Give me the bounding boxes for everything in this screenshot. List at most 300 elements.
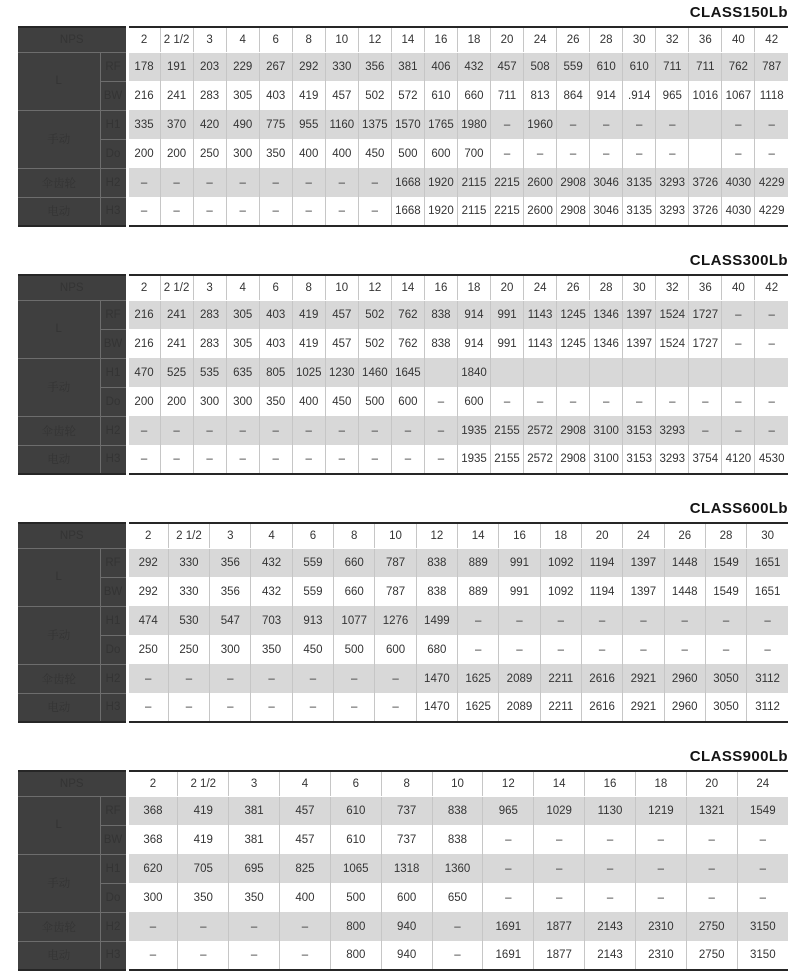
row-sub-label: RF (100, 796, 127, 825)
value-cell: 965 (656, 81, 689, 110)
value-cell: 450 (292, 635, 333, 664)
row-sub-label: RF (100, 300, 127, 329)
value-cell: 283 (193, 329, 226, 358)
value-cell: – (280, 941, 331, 970)
value-cell: 241 (160, 300, 193, 329)
value-cell: 4120 (722, 445, 755, 474)
value-cell: 300 (226, 387, 259, 416)
value-cell: – (168, 664, 209, 693)
spec-table-class150 (18, 26, 788, 227)
value-cell: 283 (193, 81, 226, 110)
value-cell: 1375 (358, 110, 391, 139)
value-cell: 610 (590, 52, 623, 81)
value-cell: 356 (210, 548, 251, 577)
column-header: 4 (226, 275, 259, 300)
column-header: 12 (416, 523, 457, 548)
column-header: 2 1/2 (168, 523, 209, 548)
value-cell: 775 (259, 110, 292, 139)
value-cell (656, 358, 689, 387)
value-cell: 1245 (557, 329, 590, 358)
value-cell: – (635, 883, 686, 912)
column-header: 24 (524, 275, 557, 300)
value-cell: – (524, 387, 557, 416)
value-cell: 450 (358, 139, 391, 168)
value-cell: – (292, 197, 325, 226)
value-cell: 3726 (689, 197, 722, 226)
column-header: 6 (330, 771, 381, 796)
column-header: 28 (705, 523, 746, 548)
column-header: 14 (534, 771, 585, 796)
value-cell: 191 (160, 52, 193, 81)
row-sub-label: H1 (100, 606, 127, 635)
value-cell: – (127, 693, 168, 722)
value-cell: – (226, 168, 259, 197)
value-cell: 737 (381, 796, 432, 825)
value-cell: – (424, 445, 457, 474)
value-cell: 1691 (483, 912, 534, 941)
column-header: 6 (259, 275, 292, 300)
column-header: 20 (491, 275, 524, 300)
value-cell: – (722, 110, 755, 139)
value-cell: 1245 (557, 300, 590, 329)
value-cell: 1067 (722, 81, 755, 110)
value-cell: 4530 (755, 445, 788, 474)
column-header: 12 (358, 27, 391, 52)
value-cell: 559 (292, 548, 333, 577)
value-cell: 2310 (635, 912, 686, 941)
row-group-label: 伞齿轮 (18, 664, 100, 693)
value-cell: 787 (375, 577, 416, 606)
value-cell: 305 (226, 300, 259, 329)
column-header: 8 (292, 275, 325, 300)
value-cell: – (432, 941, 483, 970)
row-sub-label: H2 (100, 168, 127, 197)
value-cell: – (127, 197, 160, 226)
value-cell: 283 (193, 300, 226, 329)
value-cell: 356 (358, 52, 391, 81)
value-cell: 3153 (623, 445, 656, 474)
column-header: 42 (755, 27, 788, 52)
value-cell: – (292, 416, 325, 445)
value-cell: – (424, 416, 457, 445)
column-header: 4 (251, 523, 292, 548)
column-header: 40 (722, 27, 755, 52)
value-cell: – (585, 854, 636, 883)
value-cell: 2960 (664, 693, 705, 722)
value-cell (557, 358, 590, 387)
value-cell: 1346 (590, 329, 623, 358)
value-cell: 762 (391, 329, 424, 358)
column-header: 4 (226, 27, 259, 52)
value-cell: – (585, 883, 636, 912)
value-cell: 889 (458, 548, 499, 577)
value-cell: 2908 (557, 168, 590, 197)
value-cell: 1935 (457, 445, 490, 474)
value-cell: 1194 (581, 548, 622, 577)
value-cell: – (581, 635, 622, 664)
value-cell: – (193, 416, 226, 445)
value-cell: – (193, 445, 226, 474)
value-cell: – (705, 606, 746, 635)
value-cell: 457 (325, 300, 358, 329)
value-cell: 4030 (722, 197, 755, 226)
value-cell: 2960 (664, 664, 705, 693)
value-cell: – (499, 606, 540, 635)
column-header: 20 (686, 771, 737, 796)
row-group-label: 电动 (18, 445, 100, 474)
value-cell: 2215 (491, 168, 524, 197)
value-cell: 490 (226, 110, 259, 139)
column-header: 20 (581, 523, 622, 548)
value-cell: 474 (127, 606, 168, 635)
value-cell: 1092 (540, 548, 581, 577)
value-cell: – (722, 139, 755, 168)
value-cell: – (623, 387, 656, 416)
value-cell: 991 (499, 548, 540, 577)
value-cell: 547 (210, 606, 251, 635)
column-header: 24 (623, 523, 664, 548)
value-cell: 2921 (623, 693, 664, 722)
value-cell: 1025 (292, 358, 325, 387)
row-group-label: 伞齿轮 (18, 168, 100, 197)
value-cell: – (375, 664, 416, 693)
value-cell: 1668 (391, 168, 424, 197)
value-cell: 1524 (656, 300, 689, 329)
value-cell: 350 (259, 139, 292, 168)
value-cell: 1448 (664, 548, 705, 577)
value-cell: 200 (127, 139, 160, 168)
value-cell: 400 (292, 139, 325, 168)
value-cell: 2908 (557, 445, 590, 474)
table-title-class150: CLASS150Lb (689, 4, 788, 21)
value-cell: – (292, 445, 325, 474)
column-header: 14 (391, 275, 424, 300)
value-cell: 250 (127, 635, 168, 664)
value-cell: 350 (251, 635, 292, 664)
value-cell: 600 (424, 139, 457, 168)
value-cell: – (686, 825, 737, 854)
column-header: 6 (259, 27, 292, 52)
value-cell: 406 (424, 52, 457, 81)
column-header: 16 (585, 771, 636, 796)
value-cell: 535 (193, 358, 226, 387)
value-cell: – (722, 300, 755, 329)
value-cell: 403 (259, 81, 292, 110)
value-cell: – (623, 635, 664, 664)
value-cell: 1625 (458, 693, 499, 722)
value-cell: 1980 (457, 110, 490, 139)
value-cell: 500 (391, 139, 424, 168)
value-cell: 2908 (557, 197, 590, 226)
value-cell: 800 (330, 912, 381, 941)
value-cell: 2310 (635, 941, 686, 970)
value-cell: 502 (358, 81, 391, 110)
value-cell: 2143 (585, 941, 636, 970)
value-cell: 2211 (540, 664, 581, 693)
value-cell: 1143 (524, 300, 557, 329)
value-cell: 1499 (416, 606, 457, 635)
value-cell: – (722, 329, 755, 358)
value-cell: – (325, 445, 358, 474)
value-cell: – (755, 139, 788, 168)
value-cell (689, 110, 722, 139)
value-cell: 350 (259, 387, 292, 416)
value-cell: 600 (457, 387, 490, 416)
value-cell: 1460 (358, 358, 391, 387)
value-cell: – (193, 197, 226, 226)
value-cell: 3150 (737, 941, 788, 970)
value-cell: 4229 (755, 197, 788, 226)
value-cell: 1397 (623, 548, 664, 577)
value-cell: 1524 (656, 329, 689, 358)
value-cell: – (358, 445, 391, 474)
value-cell: 300 (226, 139, 259, 168)
column-header: 14 (458, 523, 499, 548)
row-group-label: L (18, 300, 100, 358)
value-cell: – (737, 825, 788, 854)
value-cell: 356 (210, 577, 251, 606)
value-cell: – (590, 139, 623, 168)
value-cell: – (292, 168, 325, 197)
value-cell: 1877 (534, 912, 585, 941)
value-cell: – (623, 606, 664, 635)
value-cell: 991 (499, 577, 540, 606)
value-cell: 1691 (483, 941, 534, 970)
value-cell: 1549 (705, 548, 746, 577)
column-header: 30 (747, 523, 788, 548)
value-cell: – (424, 387, 457, 416)
value-cell: 864 (557, 81, 590, 110)
row-sub-label: Do (100, 387, 127, 416)
row-group-label: 手动 (18, 854, 100, 912)
value-cell: 229 (226, 52, 259, 81)
value-cell: 559 (557, 52, 590, 81)
row-sub-label: H2 (100, 664, 127, 693)
value-cell: – (623, 110, 656, 139)
spec-table-class900 (18, 770, 788, 971)
value-cell: – (686, 883, 737, 912)
value-cell: 4030 (722, 168, 755, 197)
value-cell: 2115 (457, 168, 490, 197)
value-cell: 292 (127, 577, 168, 606)
value-cell: – (358, 168, 391, 197)
row-sub-label: H3 (100, 445, 127, 474)
value-cell: – (127, 664, 168, 693)
value-cell: – (292, 664, 333, 693)
column-header: 26 (664, 523, 705, 548)
value-cell: – (325, 416, 358, 445)
value-cell: 2616 (581, 664, 622, 693)
value-cell: – (168, 693, 209, 722)
value-cell (689, 139, 722, 168)
value-cell: 502 (358, 300, 391, 329)
value-cell: 502 (358, 329, 391, 358)
value-cell: 432 (457, 52, 490, 81)
value-cell: – (499, 635, 540, 664)
value-cell: – (755, 110, 788, 139)
column-header: 8 (334, 523, 375, 548)
value-cell: 470 (127, 358, 160, 387)
value-cell: – (534, 854, 585, 883)
value-cell: 1276 (375, 606, 416, 635)
value-cell: – (524, 139, 557, 168)
column-header: 30 (623, 27, 656, 52)
column-header: 14 (391, 27, 424, 52)
value-cell: 3100 (590, 445, 623, 474)
value-cell: 330 (168, 548, 209, 577)
value-cell: 457 (325, 81, 358, 110)
value-cell: 559 (292, 577, 333, 606)
value-cell: – (557, 139, 590, 168)
value-cell: 805 (259, 358, 292, 387)
value-cell: 1549 (737, 796, 788, 825)
value-cell: .914 (623, 81, 656, 110)
value-cell: – (581, 606, 622, 635)
column-header: 42 (755, 275, 788, 300)
row-group-label: 手动 (18, 606, 100, 664)
row-sub-label: H1 (100, 854, 127, 883)
column-header: 18 (457, 27, 490, 52)
value-cell: 610 (623, 52, 656, 81)
value-cell: 419 (178, 825, 229, 854)
value-cell: – (491, 387, 524, 416)
value-cell: 635 (226, 358, 259, 387)
value-cell: – (737, 883, 788, 912)
value-cell: 330 (168, 577, 209, 606)
value-cell: 800 (330, 941, 381, 970)
value-cell: 2115 (457, 197, 490, 226)
value-cell: 2143 (585, 912, 636, 941)
row-sub-label: BW (100, 81, 127, 110)
value-cell: 2155 (491, 445, 524, 474)
value-cell: 2211 (540, 693, 581, 722)
value-cell: 1840 (457, 358, 490, 387)
column-header: 26 (557, 27, 590, 52)
value-cell: 1651 (747, 548, 788, 577)
value-cell (590, 358, 623, 387)
value-cell: 703 (251, 606, 292, 635)
value-cell: 300 (193, 387, 226, 416)
column-header: 2 1/2 (160, 275, 193, 300)
row-group-label: 伞齿轮 (18, 912, 100, 941)
value-cell: 1570 (391, 110, 424, 139)
value-cell: 610 (424, 81, 457, 110)
value-cell: 787 (375, 548, 416, 577)
spec-table-class600 (18, 522, 788, 723)
corner-label: NPS (18, 771, 127, 796)
value-cell: 2089 (499, 693, 540, 722)
value-cell: 660 (457, 81, 490, 110)
value-cell: 381 (229, 825, 280, 854)
row-group-label: 伞齿轮 (18, 416, 100, 445)
value-cell: 3135 (623, 197, 656, 226)
value-cell: – (664, 635, 705, 664)
value-cell: 965 (483, 796, 534, 825)
value-cell: 3150 (737, 912, 788, 941)
value-cell: 457 (491, 52, 524, 81)
value-cell: 250 (168, 635, 209, 664)
value-cell: 420 (193, 110, 226, 139)
value-cell: – (259, 416, 292, 445)
value-cell: 203 (193, 52, 226, 81)
value-cell: – (210, 693, 251, 722)
value-cell: – (483, 854, 534, 883)
value-cell: 305 (226, 329, 259, 358)
value-cell: – (755, 387, 788, 416)
column-header: 2 1/2 (160, 27, 193, 52)
corner-label: NPS (18, 275, 127, 300)
value-cell: 305 (226, 81, 259, 110)
column-header: 6 (292, 523, 333, 548)
value-cell: 450 (325, 387, 358, 416)
row-sub-label: BW (100, 825, 127, 854)
value-cell: – (229, 912, 280, 941)
value-cell: – (178, 912, 229, 941)
value-cell: – (747, 606, 788, 635)
column-header: 16 (424, 27, 457, 52)
value-cell: 3046 (590, 197, 623, 226)
value-cell: 4229 (755, 168, 788, 197)
value-cell: 381 (391, 52, 424, 81)
value-cell: 2572 (524, 445, 557, 474)
value-cell: 600 (391, 387, 424, 416)
column-header: 18 (635, 771, 686, 796)
value-cell: – (705, 635, 746, 664)
value-cell: – (127, 941, 178, 970)
value-cell: – (325, 197, 358, 226)
value-cell: 991 (491, 329, 524, 358)
value-cell: 940 (381, 912, 432, 941)
value-cell: 381 (229, 796, 280, 825)
value-cell: 457 (325, 329, 358, 358)
value-cell: 216 (127, 329, 160, 358)
value-cell: 2921 (623, 664, 664, 693)
row-sub-label: Do (100, 139, 127, 168)
value-cell: – (259, 197, 292, 226)
value-cell: 3050 (705, 693, 746, 722)
value-cell: 1625 (458, 664, 499, 693)
column-header: 30 (623, 275, 656, 300)
table-title-class900: CLASS900Lb (689, 748, 788, 765)
value-cell: 1194 (581, 577, 622, 606)
value-cell: 838 (424, 329, 457, 358)
column-header: 3 (193, 275, 226, 300)
column-header: 32 (656, 27, 689, 52)
value-cell: 216 (127, 81, 160, 110)
value-cell: 267 (259, 52, 292, 81)
value-cell: 432 (251, 548, 292, 577)
value-cell: 700 (457, 139, 490, 168)
value-cell: 2616 (581, 693, 622, 722)
row-group-label: 电动 (18, 941, 100, 970)
value-cell: 2750 (686, 941, 737, 970)
value-cell: 292 (127, 548, 168, 577)
row-sub-label: H1 (100, 110, 127, 139)
value-cell: 1065 (330, 854, 381, 883)
value-cell: – (334, 693, 375, 722)
value-cell: 419 (292, 81, 325, 110)
value-cell: – (458, 635, 499, 664)
value-cell (623, 358, 656, 387)
value-cell: 1397 (623, 300, 656, 329)
value-cell: – (127, 416, 160, 445)
value-cell: 2908 (557, 416, 590, 445)
value-cell: 419 (292, 300, 325, 329)
value-cell: 3112 (747, 664, 788, 693)
column-header: 26 (557, 275, 590, 300)
value-cell: 2089 (499, 664, 540, 693)
value-cell: – (623, 139, 656, 168)
